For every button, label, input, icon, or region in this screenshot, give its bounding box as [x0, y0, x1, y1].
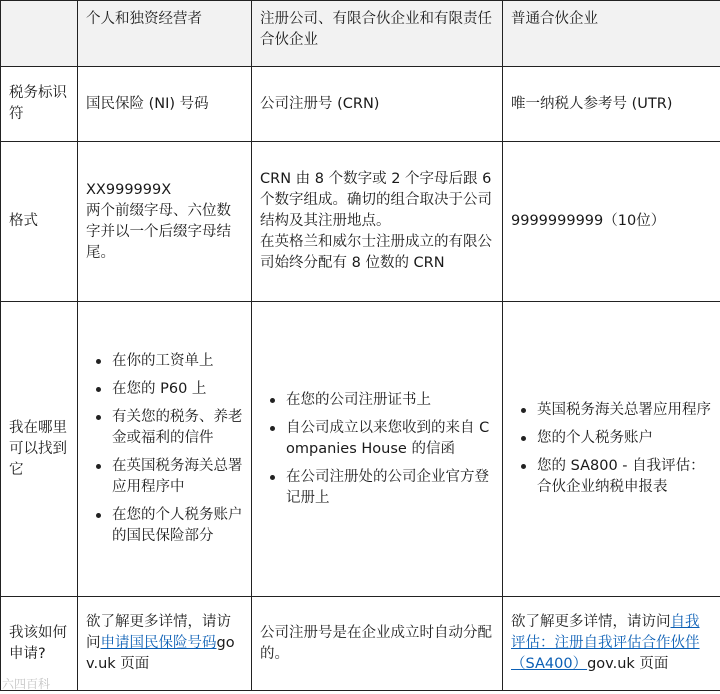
row-label-where: 我在哪里可以找到它 [1, 302, 78, 597]
list-item: 在您的个人税务账户的国民保险部分 [104, 505, 243, 547]
cell-apply-individual [78, 597, 252, 691]
list-item: 您的 SA800 - 自我评估：合伙企业纳税申报表 [529, 456, 712, 498]
list-item: 有关您的税务、养老金或福利的信件 [104, 407, 243, 449]
header-partnerships: 普通合伙企业 [503, 1, 720, 67]
list-item: 英国税务海关总署应用程序 [529, 400, 712, 421]
header-companies: 注册公司、有限合伙企业和有限责任合伙企业 [252, 1, 503, 67]
header-row [1, 1, 720, 67]
list-item: 在您的公司注册证书上 [278, 390, 494, 411]
apply-ni-prefix: 欲了解更多详情，请访问 [86, 614, 231, 651]
list-item: 您的个人税务账户 [529, 428, 712, 449]
list-item: 自公司成立以来您收到的来自 Companies House 的信函 [278, 418, 494, 460]
cell-apply-company: 公司注册号是在企业成立时自动分配的。 [252, 597, 503, 691]
table-row-format [1, 142, 720, 302]
cell-apply-partnership [503, 597, 720, 691]
cell-where-partnership [503, 302, 720, 597]
table-row-tax-id [1, 67, 720, 142]
table-row-apply [1, 597, 720, 691]
apply-ni-suffix: gov.uk 页面 [86, 635, 235, 672]
list-item: 在英国税务海关总署应用程序中 [104, 456, 243, 498]
where-individual-list [86, 351, 243, 547]
list-item: 在你的工资单上 [104, 351, 243, 372]
list-item: 在您的 P60 上 [104, 379, 243, 400]
format-crn-england-wales: 在英格兰和威尔士注册成立的有限公司始终分配有 8 位数的 CRN [260, 234, 492, 271]
row-label-format: 格式 [1, 142, 78, 302]
apply-ni-link[interactable]: 申请国民保险号码 [100, 635, 217, 651]
header-empty-cell [1, 1, 78, 67]
cell-crn: 公司注册号 (CRN) [252, 67, 503, 142]
list-item: 在公司注册处的公司企业官方登记册上 [278, 467, 494, 509]
apply-sa400-suffix: gov.uk 页面 [587, 656, 669, 672]
cell-ni-number: 国民保险 (NI) 号码 [78, 67, 252, 142]
row-label-apply: 我该如何申请? [1, 597, 78, 691]
cell-format-individual [78, 142, 252, 302]
header-individuals: 个人和独资经营者 [78, 1, 252, 67]
row-label-tax-id: 税务标识符 [1, 67, 78, 142]
where-partnership-list [511, 400, 712, 498]
cell-format-utr: 9999999999（10位） [503, 142, 720, 302]
where-company-list [260, 390, 494, 509]
format-ni-example: XX999999X [86, 181, 172, 198]
cell-utr: 唯一纳税人参考号 (UTR) [503, 67, 720, 142]
format-crn-description: CRN 由 8 个数字或 2 个字母后跟 6 个数字组成。确切的组合取决于公司结构及其注册地点。 [260, 171, 492, 229]
watermark: 六四百科 [2, 677, 51, 691]
cell-format-company [252, 142, 503, 302]
apply-sa400-prefix: 欲了解更多详情，请访问 [511, 614, 671, 630]
table-row-where [1, 302, 720, 597]
apply-sa400-link[interactable]: 自我评估：注册自我评估合作伙伴（SA400） [511, 614, 700, 672]
cell-where-individual [78, 302, 252, 597]
cell-where-company [252, 302, 503, 597]
format-ni-description: 两个前缀字母、六位数字并以一个后缀字母结尾。 [86, 202, 231, 261]
